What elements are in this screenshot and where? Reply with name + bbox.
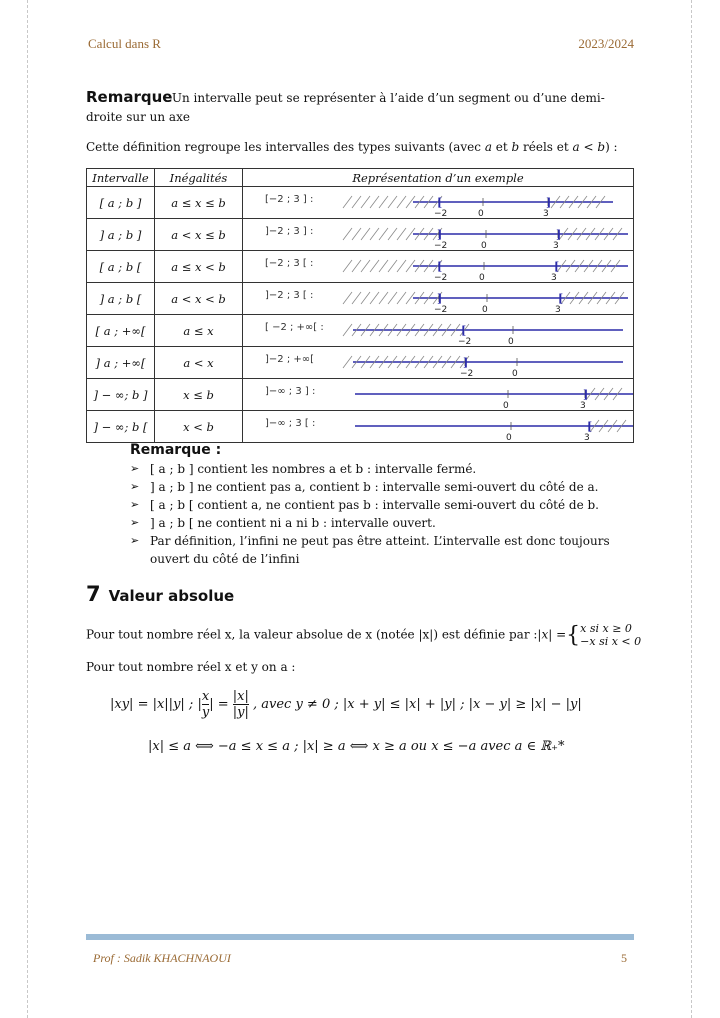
col-header-inequalities: Inégalités	[155, 169, 243, 187]
list-item: ➢ ] a ; b ] ne contient pas a, contient b : intervalle semi-ouvert du côté de a.	[130, 480, 599, 494]
tick-label: 3	[584, 433, 590, 442]
tick-label: 0	[481, 241, 487, 250]
hatch-mark	[388, 260, 397, 272]
hatch-mark	[352, 292, 361, 304]
cell-interval: [ a ; b [	[87, 251, 155, 283]
table-row	[87, 315, 634, 347]
right-bracket: ]	[556, 228, 562, 241]
tick-label: −2	[434, 241, 448, 250]
hatch-mark	[397, 292, 406, 304]
list-item: ➢ [ a ; b [ contient a, ne contient pas b : intervalle semi-ouvert du côté de b.	[130, 498, 599, 512]
table-row	[87, 219, 634, 251]
arrow-bullet-icon: ➢	[130, 498, 140, 511]
page-number: 5	[621, 951, 627, 965]
formula-line-2: |x| ≤ a ⟺ −a ≤ x ≤ a ; |x| ≥ a ⟺ x ≥ a ou x ≤ −a avec a ∈ ℝ₊*	[148, 739, 565, 754]
hatch-mark	[397, 228, 406, 240]
header-title: Calcul dans R	[88, 36, 161, 51]
left-bracket: [	[437, 260, 443, 273]
tick-label: 0	[508, 337, 514, 346]
hatch-mark	[397, 260, 406, 272]
tick-label: 3	[553, 241, 559, 250]
col-header-representation: Représentation d’un exemple	[243, 169, 634, 187]
number-line	[243, 251, 635, 282]
right-bracket: [	[558, 292, 564, 305]
tick-label: 3	[580, 401, 586, 410]
formula-line-1: |xy| = |x||y| ; | $\frac{x}{y}$ | = $\frac{|x|}{|y|}$ , avec y ≠ 0 ; |x + y| ≤ |x| + |y| ; |x − y| ≥ |x| − |y|	[110, 689, 582, 720]
right-bracket: [	[554, 260, 560, 273]
hatch-mark	[388, 292, 397, 304]
cell-interval: ] − ∞; b ]	[87, 379, 155, 411]
hatch-mark	[370, 228, 379, 240]
cell-inequality: a < x	[155, 347, 243, 379]
right-bracket: ]	[583, 388, 589, 401]
cell-interval: ] − ∞; b [	[87, 411, 155, 443]
hatch-mark	[343, 356, 352, 368]
cell-inequality: a ≤ x ≤ b	[155, 187, 243, 219]
cell-representation	[243, 347, 634, 379]
list-item: ➢ [ a ; b ] contient les nombres a et b : intervalle fermé.	[130, 462, 477, 476]
tick-label: 0	[503, 401, 509, 410]
right-bracket: ]	[546, 196, 552, 209]
header-year: 2023/2024	[578, 36, 634, 51]
cell-interval: [ a ; b ]	[87, 187, 155, 219]
hatch-mark	[343, 324, 352, 336]
tick-label: −2	[434, 273, 448, 282]
number-line	[243, 315, 635, 346]
cell-representation	[243, 219, 634, 251]
cell-interval: ] a ; b ]	[87, 219, 155, 251]
cell-inequality: a ≤ x < b	[155, 251, 243, 283]
hatch-mark	[352, 260, 361, 272]
hatch-mark	[361, 260, 370, 272]
hatch-mark	[343, 260, 352, 272]
table-row	[87, 187, 634, 219]
cell-representation	[243, 251, 634, 283]
example-label: ]−∞ ; 3 ] :	[265, 386, 316, 397]
example-label: [−2 ; 3 ] :	[265, 194, 314, 205]
hatch-mark	[388, 196, 397, 208]
tick-label: −2	[434, 209, 448, 218]
hatch-mark	[397, 196, 406, 208]
col-header-interval: Intervalle	[87, 169, 155, 187]
example-label: [ −2 ; +∞[ :	[265, 322, 324, 333]
number-line	[243, 283, 635, 314]
interval-table	[86, 168, 634, 443]
left-bracket: [	[437, 196, 443, 209]
tick-label: 0	[479, 273, 485, 282]
right-bracket: [	[587, 420, 593, 433]
number-line	[243, 347, 635, 378]
example-label: ]−∞ ; 3 [ :	[265, 418, 316, 429]
list-item: ➢ Par définition, l’infini ne peut pas être atteint. L’intervalle est donc toujours ouvert du côté de l’infini	[130, 534, 610, 566]
tick-label: −2	[458, 337, 472, 346]
left-bracket: ]	[437, 228, 443, 241]
table-row	[87, 347, 634, 379]
number-line	[243, 219, 635, 250]
hatch-mark	[379, 196, 388, 208]
arrow-bullet-icon: ➢	[130, 480, 140, 493]
definition-text: Cette définition regroupe les intervalles des types suivants (avec a et b réels et a < b) :	[86, 140, 618, 154]
number-line	[243, 187, 635, 218]
arrow-bullet-icon: ➢	[130, 534, 140, 547]
hatch-mark	[352, 228, 361, 240]
hatch-mark	[388, 228, 397, 240]
remark-title: Remarque	[86, 88, 173, 106]
cell-interval: ] a ; +∞[	[87, 347, 155, 379]
arrow-bullet-icon: ➢	[130, 462, 140, 475]
abs-definition: Pour tout nombre réel x, la valeur absolue de x (notée |x|) est définie par :|x| ={ x si x ≥ 0 −x si x < 0	[86, 622, 642, 648]
hatch-mark	[379, 228, 388, 240]
cell-interval: [ a ; +∞[	[87, 315, 155, 347]
cell-inequality: a ≤ x	[155, 315, 243, 347]
tick-label: 0	[512, 369, 518, 378]
number-line	[243, 379, 635, 410]
cell-inequality: a < x ≤ b	[155, 219, 243, 251]
table-row	[87, 379, 634, 411]
left-bracket: [	[461, 324, 467, 337]
remark2-list	[130, 460, 640, 568]
hatch-mark	[352, 196, 361, 208]
cell-representation	[243, 411, 634, 443]
footer-author: Prof : Sadik KHACHNAOUI	[93, 951, 231, 965]
example-label: ]−2 ; +∞[	[265, 354, 314, 365]
footer-bar	[86, 934, 634, 940]
tick-label: 3	[551, 273, 557, 282]
example-label: [−2 ; 3 [ :	[265, 258, 314, 269]
table-row	[87, 283, 634, 315]
tick-label: 3	[555, 305, 561, 314]
remark-text: : Un intervalle peut se représenter à l’aide d’un segment ou d’une demi-droite sur un axe	[86, 91, 605, 124]
hatch-mark	[343, 228, 352, 240]
section-heading: 7 Valeur absolue	[86, 582, 235, 606]
table-row	[87, 251, 634, 283]
number-line	[243, 411, 635, 442]
hatch-mark	[370, 196, 379, 208]
left-bracket: ]	[463, 356, 469, 369]
cell-interval: ] a ; b [	[87, 283, 155, 315]
hatch-mark	[370, 260, 379, 272]
example-label: ]−2 ; 3 ] :	[265, 226, 314, 237]
cell-inequality: a < x < b	[155, 283, 243, 315]
abs-properties-intro: Pour tout nombre réel x et y on a :	[86, 660, 296, 674]
tick-label: −2	[460, 369, 474, 378]
hatch-mark	[343, 196, 352, 208]
tick-label: −2	[434, 305, 448, 314]
page-margin-right	[691, 0, 692, 1018]
hatch-mark	[343, 292, 352, 304]
cell-representation	[243, 283, 634, 315]
table-row	[87, 411, 634, 443]
left-bracket: ]	[437, 292, 443, 305]
page-margin-left	[27, 0, 28, 1018]
remark2-title: Remarque :	[130, 442, 222, 458]
hatch-mark	[379, 292, 388, 304]
tick-label: 0	[506, 433, 512, 442]
example-label: ]−2 ; 3 [ :	[265, 290, 314, 301]
hatch-mark	[361, 292, 370, 304]
tick-label: 0	[478, 209, 484, 218]
cell-representation	[243, 187, 634, 219]
arrow-bullet-icon: ➢	[130, 516, 140, 529]
hatch-mark	[361, 228, 370, 240]
tick-label: 0	[482, 305, 488, 314]
cell-representation	[243, 315, 634, 347]
hatch-mark	[379, 260, 388, 272]
hatch-mark	[361, 196, 370, 208]
tick-label: 3	[543, 209, 549, 218]
list-item: ➢ ] a ; b [ ne contient ni a ni b : intervalle ouvert.	[130, 516, 436, 530]
hatch-mark	[370, 292, 379, 304]
cell-inequality: x ≤ b	[155, 379, 243, 411]
cell-representation	[243, 379, 634, 411]
cell-inequality: x < b	[155, 411, 243, 443]
